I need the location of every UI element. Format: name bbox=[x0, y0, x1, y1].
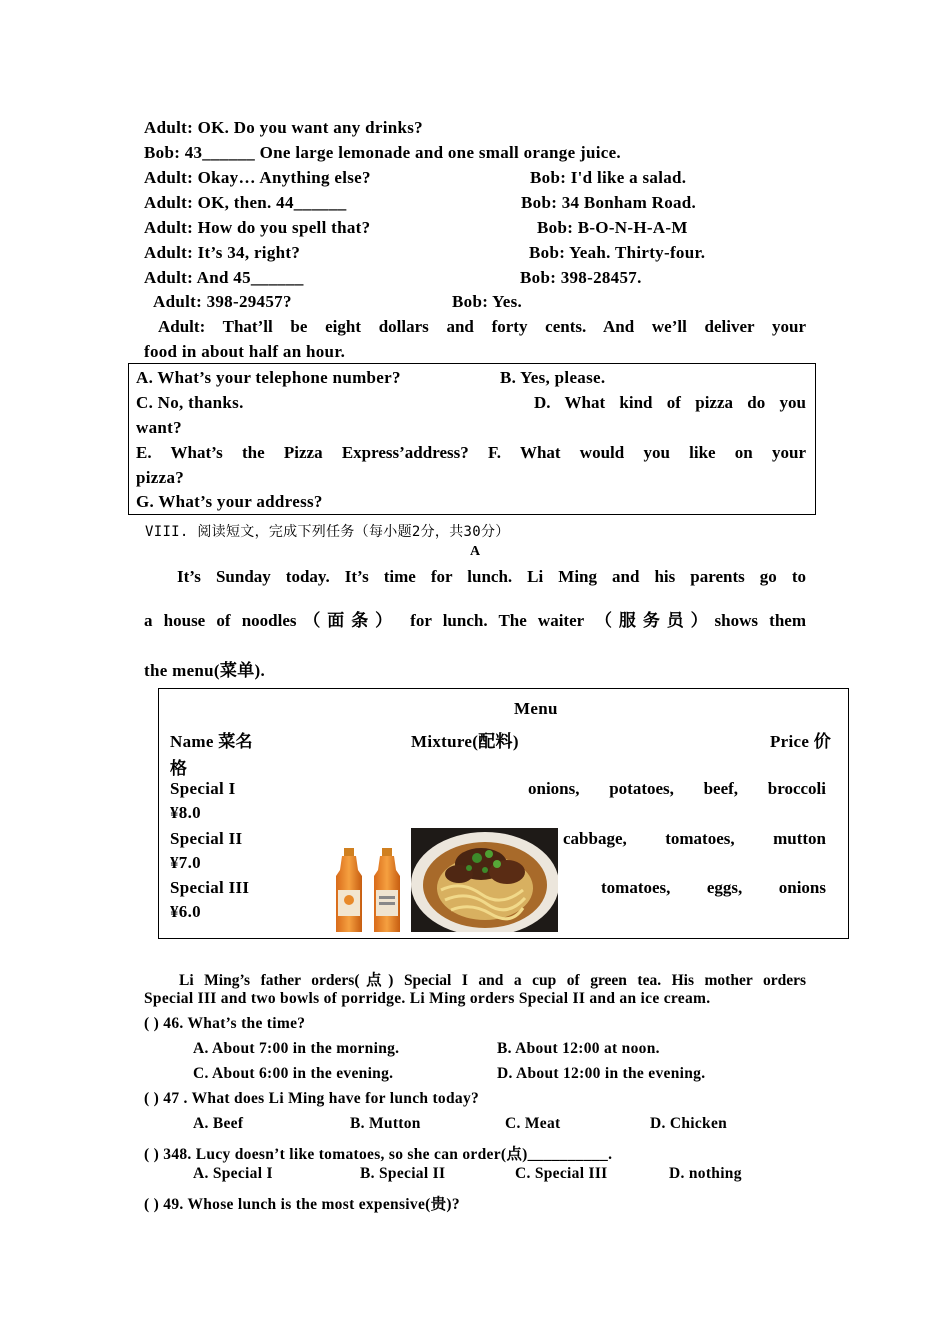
dialogue-reply: Bob: Yeah. Thirty-four. bbox=[529, 243, 706, 262]
passage-line: the menu(菜单). bbox=[144, 661, 265, 680]
menu-item-mixture: cabbage, tomatoes, mutton bbox=[563, 829, 826, 848]
question-47-option-c: C. Meat bbox=[505, 1115, 561, 1132]
option-d-cont: want? bbox=[136, 418, 182, 437]
passage-line: It’s Sunday today. It’s time for lunch. Li Ming and his parents go to bbox=[177, 567, 806, 586]
question-47-option-d: D. Chicken bbox=[650, 1115, 728, 1132]
option-ef-cont: pizza? bbox=[136, 468, 185, 487]
question-46-option-a: A. About 7:00 in the morning. bbox=[193, 1040, 400, 1057]
dialogue-line: Adult: OK, then. 44______ bbox=[144, 193, 347, 212]
question-49: ( ) 49. Whose lunch is the most expensive(贵)? bbox=[144, 1196, 460, 1213]
order-line: Li Ming’s father orders(点) Special I and a cup of green tea. His mother orders bbox=[179, 972, 806, 989]
question-46: ( ) 46. What’s the time? bbox=[144, 1015, 306, 1032]
menu-item-mixture: tomatoes, eggs, onions bbox=[601, 878, 826, 897]
option-a: A. What’s your telephone number? bbox=[136, 368, 401, 387]
order-line: Special III and two bowls of porridge. Li Ming orders Special II and an ice cream. bbox=[144, 990, 711, 1007]
closing-line: Adult: That’ll be eight dollars and forty cents. And we’ll deliver your bbox=[158, 317, 806, 336]
passage-line: a house of noodles（面条） for lunch. The waiter （服务员）shows them bbox=[144, 611, 806, 630]
dialogue-reply: Bob: 398-28457. bbox=[520, 268, 642, 287]
menu-item-name: Special III bbox=[170, 878, 250, 897]
question-46-option-d: D. About 12:00 in the evening. bbox=[497, 1065, 706, 1082]
question-47-option-a: A. Beef bbox=[193, 1115, 244, 1132]
option-g: G. What’s your address? bbox=[136, 492, 323, 511]
dialogue-line: Adult: 398-29457? bbox=[153, 292, 292, 311]
question-47: ( ) 47 . What does Li Ming have for lunch today? bbox=[144, 1090, 480, 1107]
dialogue-reply: Bob: I'd like a salad. bbox=[530, 168, 687, 187]
question-48-option-c: C. Special III bbox=[515, 1165, 608, 1182]
option-d: D. What kind of pizza do you bbox=[534, 393, 806, 412]
menu-title: Menu bbox=[514, 699, 558, 718]
bottle-left bbox=[336, 848, 362, 932]
menu-item-price: ¥6.0 bbox=[170, 902, 201, 921]
bottle-right bbox=[374, 848, 400, 932]
section-title: VIII. 阅读短文，完成下列任务（每小题2分，共30分） bbox=[145, 524, 510, 540]
option-b: B. Yes, please. bbox=[500, 368, 606, 387]
menu-col-price-cont: 格 bbox=[170, 759, 188, 778]
question-48-option-a: A. Special I bbox=[193, 1165, 273, 1182]
question-46-option-b: B. About 12:00 at noon. bbox=[497, 1040, 660, 1057]
dialogue-line: Adult: And 45______ bbox=[144, 268, 304, 287]
option-ef: E. What’s the Pizza Express’address? F. What would you like on your bbox=[136, 443, 806, 462]
question-46-option-c: C. About 6:00 in the evening. bbox=[193, 1065, 394, 1082]
dialogue-reply: Bob: 34 Bonham Road. bbox=[521, 193, 697, 212]
dialogue-reply: Bob: Yes. bbox=[452, 292, 523, 311]
dialogue-line: Adult: Okay… Anything else? bbox=[144, 168, 371, 187]
dialogue-reply: Bob: B-O-N-H-A-M bbox=[537, 218, 688, 237]
question-48-option-d: D. nothing bbox=[669, 1165, 742, 1182]
dialogue-line: Adult: OK. Do you want any drinks? bbox=[144, 118, 423, 137]
menu-item-name: Special I bbox=[170, 779, 236, 798]
dialogue-line: Adult: How do you spell that? bbox=[144, 218, 371, 237]
question-48: ( ) 348. Lucy doesn’t like tomatoes, so she can order(点)__________. bbox=[144, 1146, 613, 1163]
question-48-option-b: B. Special II bbox=[360, 1165, 446, 1182]
menu-item-price: ¥8.0 bbox=[170, 803, 201, 822]
menu-col-mixture: Mixture(配料) bbox=[411, 732, 519, 751]
option-c: C. No, thanks. bbox=[136, 393, 244, 412]
passage-label: A bbox=[470, 544, 481, 559]
beef-noodles-image bbox=[411, 828, 558, 932]
menu-item-mixture: onions, potatoes, beef, broccoli bbox=[528, 779, 826, 798]
closing-line: food in about half an hour. bbox=[144, 342, 346, 361]
question-47-option-b: B. Mutton bbox=[350, 1115, 421, 1132]
menu-col-name: Name 菜名 bbox=[170, 732, 253, 751]
menu-item-name: Special II bbox=[170, 829, 243, 848]
menu-item-price: ¥7.0 bbox=[170, 853, 201, 872]
dialogue-line: Adult: It’s 34, right? bbox=[144, 243, 301, 262]
dialogue-line: Bob: 43______ One large lemonade and one small orange juice. bbox=[144, 143, 621, 162]
juice-bottles-image bbox=[330, 846, 408, 934]
menu-col-price: Price 价 bbox=[770, 732, 832, 751]
